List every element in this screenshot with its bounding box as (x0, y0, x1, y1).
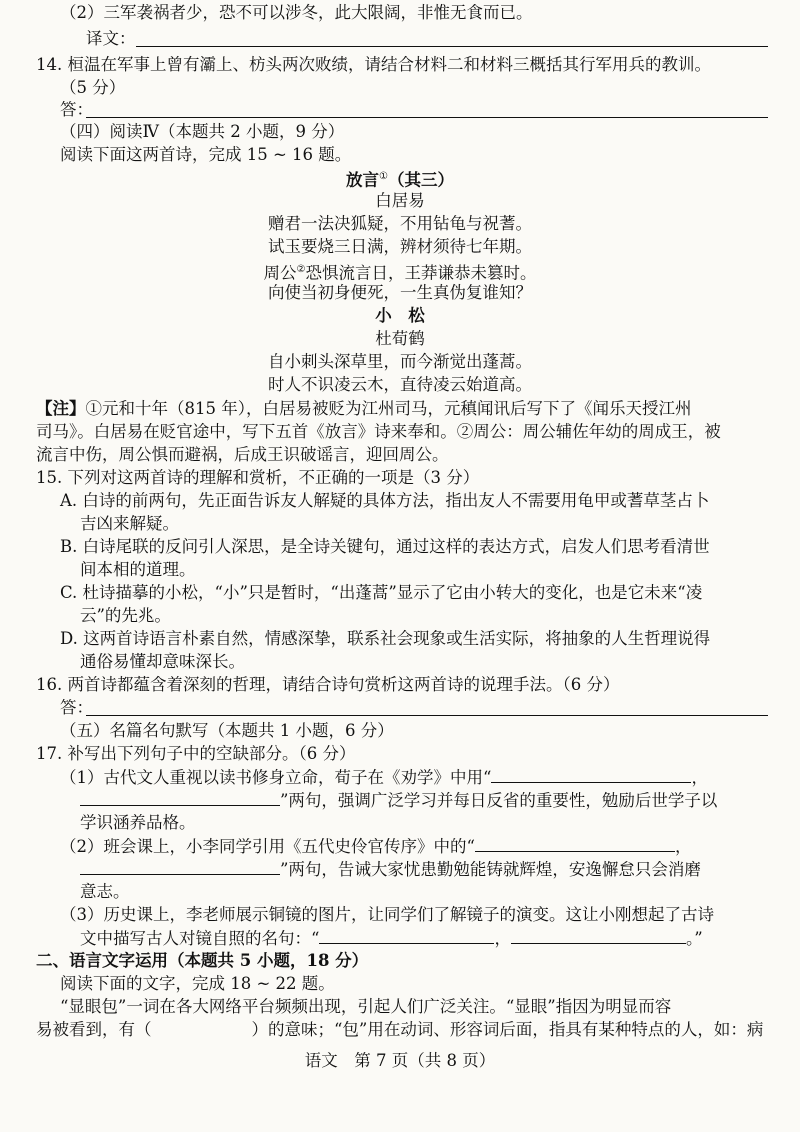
poem1-line3-prefix: 周公 (263, 263, 297, 283)
q13-2-translation-blank[interactable] (136, 46, 768, 47)
q15-option-a[interactable]: A. 白诗的前两句，先正面告诉友人解疑的具体方法，指出友人不需要用龟甲或蓍草茎占卜 (60, 491, 710, 510)
part2-instruction: 阅读下面的文字，完成 18 ~ 22 题。 (60, 974, 335, 993)
note-text-1: ①元和十年（815 年），白居易被贬为江州司马，元稹闻讯后写下了《闻乐天授江州 (85, 399, 692, 418)
q13-2-translation-label: 译文： (86, 29, 136, 48)
q17-2-blank-1[interactable] (475, 835, 675, 852)
q16-stem: 16. 两首诗都蕴含着深刻的哲理，请结合诗句赏析这两首诗的说理手法。（6 分） (36, 675, 620, 694)
note-line-2: 司马》。白居易在贬官途中，写下五首《放言》诗来奉和。②周公：周公辅佐年幼的周成王，被 (36, 422, 721, 441)
q17-2-text-a: （2）班会课上，小李同学引用《五代史伶官传序》中的“ (60, 837, 475, 856)
q14-stem-line1: 14. 桓温在军事上曾有灞上、枋头两次败绩，请结合材料二和材料三概括其行军用兵的教训。 (36, 55, 711, 74)
q17-2-line-3: 意志。 (80, 882, 130, 901)
q17-1-comma: ， (691, 768, 708, 787)
q17-3-blank-1[interactable] (319, 927, 494, 944)
q17-1-blank-2[interactable] (80, 789, 280, 806)
q17-1-line-2 (80, 789, 717, 812)
q14-stem-line2: （5 分） (60, 78, 126, 97)
poem2-author: 杜荀鹤 (375, 329, 425, 348)
q17-3-comma: ， (494, 929, 511, 948)
poem1-author: 白居易 (375, 191, 425, 210)
poem1-title (0, 166, 800, 192)
note-line-1 (36, 398, 692, 420)
page-footer: 语文 第 7 页（共 8 页） (304, 1051, 496, 1070)
poem1-title-text: 放言 (346, 170, 380, 190)
q17-2-comma: ， (674, 837, 692, 856)
q15-option-d-cont: 通俗易懂却意味深长。 (80, 652, 245, 671)
poem1-line-3 (0, 259, 800, 285)
q17-2-text-b: ”两句，告诫大家忧患勤勉能铸就辉煌，安逸懈怠只会消磨 (280, 860, 701, 879)
part2-para-line-2 (36, 1019, 763, 1041)
q16-answer-label: 答： (60, 698, 93, 717)
q17-stem: 17. 补写出下列句子中的空缺部分。（6 分） (36, 744, 356, 763)
poem1-line3-note: ② (296, 264, 306, 275)
poem2-title: 小 松 (375, 306, 425, 325)
q15-stem: 15. 下列对这两首诗的理解和赏析，不正确的一项是（3 分） (36, 468, 480, 487)
section4-heading: （四）阅读Ⅳ（本题共 2 小题，9 分） (60, 122, 345, 141)
q14-answer-blank[interactable] (86, 117, 768, 118)
q14-answer-label: 答： (60, 100, 93, 119)
poem2-line-1: 自小刺头深草里，而今渐觉出蓬蒿。 (268, 352, 532, 371)
poem1-line3-rest: 恐惧流言日，王莽谦恭未篡时。 (305, 263, 537, 283)
q17-2-line-1 (60, 835, 691, 858)
q17-1-text-a: （1）古代文人重视以读书修身立命，荀子在《劝学》中用“ (60, 768, 492, 787)
q15-option-b[interactable]: B. 白诗尾联的反问引人深思，是全诗关键句，通过这样的表达方式，启发人们思考看清世 (60, 537, 710, 556)
q15-option-b-cont: 间本相的道理。 (80, 560, 196, 579)
q17-3-end: 。” (685, 929, 703, 948)
part2-heading: 二、语言文字运用（本题共 5 小题，18 分） (36, 951, 369, 970)
part2-para-line-1: “显眼包”一词在各大网络平台频频出现，引起人们广泛关注。“显眼”指因为明显而容 (60, 997, 672, 1016)
q17-2-blank-2[interactable] (80, 858, 280, 875)
q17-1-blank-1[interactable] (491, 766, 691, 783)
q17-2-line-2 (80, 858, 701, 881)
q15-option-c-cont: 云”的先兆。 (80, 606, 171, 625)
poem1-line-1: 赠君一法决狐疑，不用钻龟与祝蓍。 (268, 214, 532, 233)
section5-heading: （五）名篇名句默写（本题共 1 小题，6 分） (60, 721, 394, 740)
q15-option-c[interactable]: C. 杜诗描摹的小松，“小”只是暂时，“出蓬蒿”显示了它由小转大的变化，也是它未来“凌 (60, 583, 703, 602)
q17-3-blank-2[interactable] (511, 927, 686, 944)
note-line-3: 流言中伤，周公惧而避祸，后成王识破谣言，迎回周公。 (36, 445, 449, 464)
section4-instruction: 阅读下面这两首诗，完成 15 ~ 16 题。 (60, 145, 352, 164)
poem1-title-note: ① (379, 171, 388, 182)
poem1-line-4: 向使当初身便死，一生真伪复谁知？ (268, 283, 532, 302)
part2-para-text-b: ）的意味；“包”用在动词、形容词后面，指具有某种特点的人，如：病 (251, 1020, 764, 1039)
poem1-line-2: 试玉要烧三日满，辨材须待七年期。 (268, 237, 532, 256)
q17-1-text-b: ”两句，强调广泛学习并每日反省的重要性，勉励后世学子以 (280, 791, 718, 810)
q13-2-sentence: （2）三军袭祸者少，恐不可以涉冬，此大限阔，非惟无食而已。 (60, 3, 533, 22)
q16-answer-blank[interactable] (86, 715, 768, 716)
q17-1-line-1 (60, 766, 708, 789)
note-label: 【注】 (36, 399, 86, 418)
q17-3-line-2 (80, 927, 703, 950)
q15-option-a-cont: 吉凶来解疑。 (80, 514, 179, 533)
poem1-title-suffix: （其三） (387, 170, 454, 190)
q17-1-line-3: 学识涵养品格。 (80, 813, 196, 832)
q17-3-line-1: （3）历史课上，李老师展示铜镜的图片，让同学们了解镜子的演变。这让小刚想起了古诗 (60, 905, 714, 924)
part2-para-text-a: 易被看到，有（ (36, 1020, 152, 1039)
poem2-line-2: 时人不识凌云木，直待凌云始道高。 (268, 375, 532, 394)
q17-3-text-b: 文中描写古人对镜自照的名句：“ (80, 929, 320, 948)
q15-option-d[interactable]: D. 这两首诗语言朴素自然，情感深挚，联系社会现象或生活实际，将抽象的人生哲理说得 (60, 629, 711, 648)
